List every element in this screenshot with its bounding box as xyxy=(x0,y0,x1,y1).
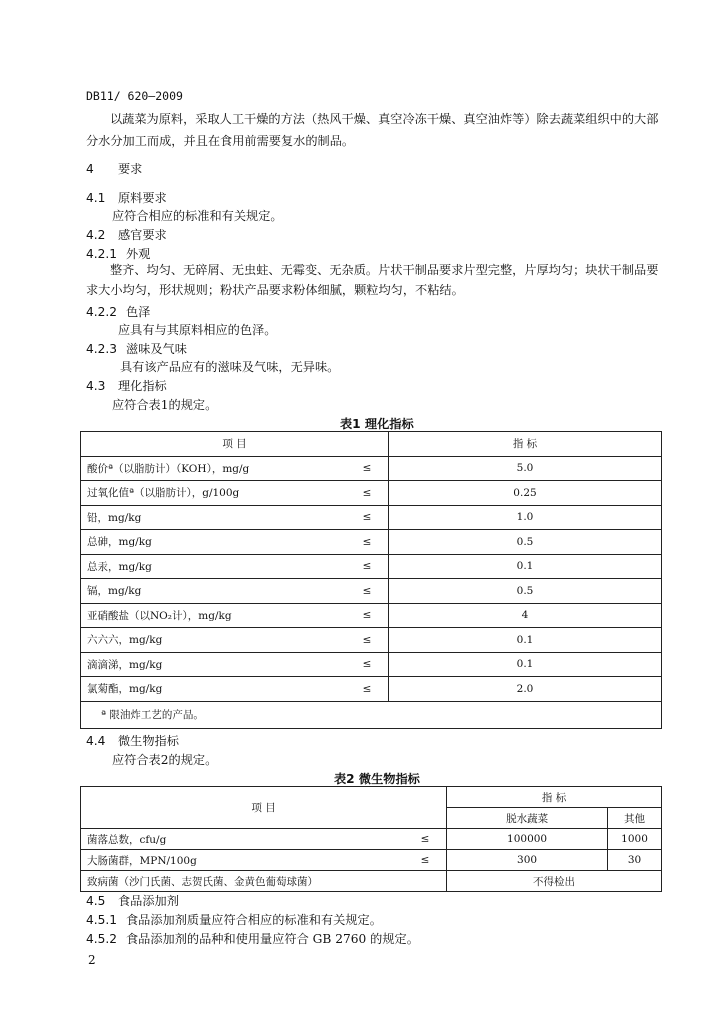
section-title: 微生物指标 xyxy=(118,734,179,748)
section-4-2-2-body: 应具有与其原料相应的色泽。 xyxy=(118,323,277,337)
section-body: 食品添加剂质量应符合相应的标准和有关规定。 xyxy=(126,913,382,927)
column-header-item: 项 目 xyxy=(81,432,389,457)
le-symbol: ≤ xyxy=(346,554,389,579)
section-number: 4.5.2 xyxy=(86,932,118,946)
section-4-heading xyxy=(86,160,142,177)
section-4-3-body: 应符合表1的规定。 xyxy=(112,398,218,412)
table-header-row xyxy=(81,432,662,457)
table-footnote: ª 限油炸工艺的产品。 xyxy=(81,701,662,728)
section-number: 4.4 xyxy=(86,734,106,748)
section-4-5-1-line xyxy=(86,911,382,928)
table-row xyxy=(81,505,662,530)
table-row xyxy=(81,603,662,628)
section-number: 4.2.1 xyxy=(86,247,118,261)
page-number: 2 xyxy=(88,953,96,967)
le-symbol: ≤ xyxy=(404,850,447,871)
section-4-4-body: 应符合表2的规定。 xyxy=(112,753,218,767)
section-number: 4.2.2 xyxy=(86,305,118,319)
section-title: 色泽 xyxy=(126,305,151,319)
le-symbol: ≤ xyxy=(404,829,447,850)
dry-value: 300 xyxy=(447,850,608,871)
item-name: 亚硝酸盐（以NO₂计），mg/kg xyxy=(81,603,347,628)
le-symbol: ≤ xyxy=(346,628,389,653)
table-header-row xyxy=(81,787,662,808)
section-number: 4.5 xyxy=(86,894,106,908)
section-4-2-1-body: 整齐、均匀、无碎屑、无虫蛀、无霉变、无杂质。片状干制品要求片型完整，片厚均匀；块状干制品要求大小均匀，形状规则；粉状产品要求粉体细腻，颗粒均匀，不粘结。 xyxy=(86,263,659,297)
section-number: 4.3 xyxy=(86,379,106,393)
definition-paragraph: 以蔬菜为原料，采取人工干燥的方法（热风干燥、真空冷冻干燥、真空油炸等）除去蔬菜组织中的大部分水分加工而成，并且在食用前需要复水的制品。 xyxy=(86,112,659,148)
table-row xyxy=(81,628,662,653)
table-row xyxy=(81,456,662,481)
item-name: 铅，mg/kg xyxy=(81,505,347,530)
item-name: 酸价ª（以脂肪计）（KOH），mg/g xyxy=(81,456,347,481)
le-symbol: ≤ xyxy=(346,481,389,506)
section-4-2-2-heading xyxy=(86,303,150,320)
table-row xyxy=(81,850,662,871)
document-code-header: DB11/ 620—2009 xyxy=(86,89,183,103)
table-row xyxy=(81,652,662,677)
le-symbol: ≤ xyxy=(346,530,389,555)
le-symbol: ≤ xyxy=(346,456,389,481)
item-value: 0.25 xyxy=(389,481,662,506)
item-name: 滴滴涕，mg/kg xyxy=(81,652,347,677)
physicochemical-table xyxy=(80,431,662,729)
table-row xyxy=(81,871,662,892)
item-value: 5.0 xyxy=(389,456,662,481)
table1-caption: 表1 理化指标 xyxy=(340,417,414,431)
table-row xyxy=(81,829,662,850)
item-value: 2.0 xyxy=(389,677,662,702)
section-4-1-body: 应符合相应的标准和有关规定。 xyxy=(112,209,283,223)
column-header-other: 其他 xyxy=(608,808,662,829)
table-row xyxy=(81,530,662,555)
section-title: 理化指标 xyxy=(118,379,167,393)
column-header-item: 项 目 xyxy=(81,787,447,829)
section-4-1-heading xyxy=(86,189,167,206)
item-name: 菌落总数，cfu/g xyxy=(81,829,405,850)
item-value: 1.0 xyxy=(389,505,662,530)
other-value: 30 xyxy=(608,850,662,871)
section-title: 感官要求 xyxy=(118,228,167,242)
item-value: 0.5 xyxy=(389,530,662,555)
section-number: 4.5.1 xyxy=(86,913,118,927)
item-value: 0.1 xyxy=(389,628,662,653)
column-header-index: 指 标 xyxy=(447,787,662,808)
table-row xyxy=(81,677,662,702)
dry-value: 100000 xyxy=(447,829,608,850)
table-row xyxy=(81,579,662,604)
section-4-4-heading xyxy=(86,732,179,749)
item-name: 氯菊酯，mg/kg xyxy=(81,677,347,702)
section-title: 外观 xyxy=(126,247,151,261)
section-number: 4.2.3 xyxy=(86,342,118,356)
column-header-dry-vegetable: 脱水蔬菜 xyxy=(447,808,608,829)
section-title: 要求 xyxy=(118,162,143,176)
table-footnote-row xyxy=(81,701,662,728)
section-4-3-heading xyxy=(86,377,167,394)
section-4-5-2-line xyxy=(86,930,419,947)
le-symbol: ≤ xyxy=(346,579,389,604)
table-row xyxy=(81,481,662,506)
section-body: 食品添加剂的品种和使用量应符合 GB 2760 的规定。 xyxy=(126,932,419,946)
item-value: 4 xyxy=(389,603,662,628)
item-value: 0.1 xyxy=(389,652,662,677)
le-symbol: ≤ xyxy=(346,603,389,628)
item-name: 六六六，mg/kg xyxy=(81,628,347,653)
section-title: 滋味及气味 xyxy=(126,342,187,356)
section-4-2-heading xyxy=(86,226,167,243)
other-value: 1000 xyxy=(608,829,662,850)
table2-caption: 表2 微生物指标 xyxy=(334,772,420,786)
section-title: 食品添加剂 xyxy=(118,894,179,908)
le-symbol: ≤ xyxy=(346,505,389,530)
item-name: 过氧化值ª（以脂肪计），g/100g xyxy=(81,481,347,506)
section-title: 原料要求 xyxy=(118,191,167,205)
item-name: 总汞，mg/kg xyxy=(81,554,347,579)
le-symbol: ≤ xyxy=(346,677,389,702)
section-4-5-heading xyxy=(86,892,179,909)
item-name: 总砷，mg/kg xyxy=(81,530,347,555)
column-header-index: 指 标 xyxy=(389,432,662,457)
item-name: 致病菌（沙门氏菌、志贺氏菌、金黄色葡萄球菌） xyxy=(81,871,447,892)
microbial-table xyxy=(80,786,662,892)
section-number: 4 xyxy=(86,162,94,176)
table-row xyxy=(81,554,662,579)
item-value: 0.5 xyxy=(389,579,662,604)
section-number: 4.1 xyxy=(86,191,106,205)
item-name: 镉，mg/kg xyxy=(81,579,347,604)
section-4-2-3-heading xyxy=(86,340,187,357)
item-value: 0.1 xyxy=(389,554,662,579)
section-4-2-3-body: 具有该产品应有的滋味及气味，无异味。 xyxy=(120,360,340,374)
item-name: 大肠菌群，MPN/100g xyxy=(81,850,405,871)
le-symbol: ≤ xyxy=(346,652,389,677)
pathogen-value: 不得检出 xyxy=(447,871,662,892)
section-number: 4.2 xyxy=(86,228,106,242)
